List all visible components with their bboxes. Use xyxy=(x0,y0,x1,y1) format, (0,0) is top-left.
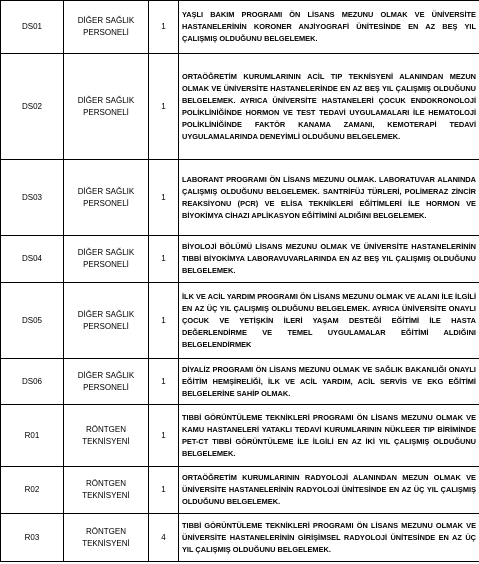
position-code: R03 xyxy=(1,514,64,562)
position-code: DS04 xyxy=(1,236,64,283)
position-quantity: 1 xyxy=(149,160,179,236)
table-row xyxy=(1,467,479,514)
position-title: RÖNTGEN TEKNİSYENİ xyxy=(64,467,149,514)
table-row xyxy=(1,514,479,562)
position-quantity: 1 xyxy=(149,283,179,359)
position-title: DİĞER SAĞLIK PERSONELİ xyxy=(64,236,149,283)
position-title: DİĞER SAĞLIK PERSONELİ xyxy=(64,160,149,236)
position-title: RÖNTGEN TEKNİSYENİ xyxy=(64,405,149,467)
position-quantity: 1 xyxy=(149,405,179,467)
position-requirements: YAŞLI BAKIM PROGRAMI ÖN LİSANS MEZUNU OLMAK VE ÜNİVERSİTE HASTANELERİNİN KORONER ANJİYOGRAFİ ÜNİTESİNDE EN AZ BEŞ YIL ÇALIŞMIŞ OLDUĞUNU BELGELEMEK. xyxy=(179,1,479,54)
position-quantity: 1 xyxy=(149,359,179,405)
position-title: DİĞER SAĞLIK PERSONELİ xyxy=(64,54,149,160)
position-requirements: İLK VE ACİL YARDIM PROGRAMI ÖN LİSANS MEZUNU OLMAK VE ALANI İLE İLGİLİ EN AZ ÜÇ YIL ÇALIŞMIŞ OLDUĞUNU BELGELEMEK. AYRICA ÜNİVERSİTE ONAYLI ÇOCUK VE YETİŞKİN İLERİ YAŞAM DESTEĞİ EĞİTİMİ İLE HASTA DEĞERLENDİRME VE TEMEL UYGULAMALAR EĞİTİMİ ALDIĞINI BELGELENDİRMEK xyxy=(179,283,479,359)
position-requirements: ORTAÖĞRETİM KURUMLARININ ACİL TIP TEKNİSYENİ ALANINDAN MEZUN OLMAK VE ÜNİVERSİTE HASTANELERİNDE EN AZ BEŞ YIL ÇALIŞMIŞ OLDUĞUNU BELGELEMEK. AYRICA ÜNİVERSİTE HASTANELERİ ÇOCUK ENDOKRONOLOJİ POLİKLİNİĞİNDE HORMON VE TEST TEDAVİ UYGULAMALARI İLE HEMATOLOJİ POLİKLİNİĞİNDE FAKTÖR KANAMA ZAMANI, KEMOTERAPİ TEDAVİ UYGULAMALARINDA DENEYİMLİ OLDUĞUNU BELGELEMEK. xyxy=(179,54,479,160)
position-quantity: 1 xyxy=(149,54,179,160)
position-title: RÖNTGEN TEKNİSYENİ xyxy=(64,514,149,562)
table-row xyxy=(1,54,479,160)
position-code: DS02 xyxy=(1,54,64,160)
position-title: DİĞER SAĞLIK PERSONELİ xyxy=(64,359,149,405)
position-code: R01 xyxy=(1,405,64,467)
position-requirements: DİYALİZ PROGRAMI ÖN LİSANS MEZUNU OLMAK VE SAĞLIK BAKANLIĞI ONAYLI EĞİTİM HEMŞİRELİĞİ, İLK VE ACİL YARDIM, ACİL SERVİS VE EKG EĞİTİMİ BELGELERİNE SAHİP OLMAK. xyxy=(179,359,479,405)
table-row xyxy=(1,160,479,236)
position-requirements: ORTAÖĞRETİM KURUMLARININ RADYOLOJİ ALANINDAN MEZUN OLMAK VE ÜNİVERSİTE HASTANELERİNİN RADYOLOJİ ÜNİTESİNDE EN AZ ÜÇ YIL ÇALIŞMIŞ OLDUĞUNU BELGELEMEK. xyxy=(179,467,479,514)
position-code: DS03 xyxy=(1,160,64,236)
table-row xyxy=(1,283,479,359)
position-quantity: 1 xyxy=(149,1,179,54)
table-row xyxy=(1,236,479,283)
position-code: DS05 xyxy=(1,283,64,359)
table-row xyxy=(1,359,479,405)
position-quantity: 1 xyxy=(149,236,179,283)
position-code: R02 xyxy=(1,467,64,514)
position-code: DS01 xyxy=(1,1,64,54)
position-requirements: TIBBİ GÖRÜNTÜLEME TEKNİKLERİ PROGRAMI ÖN LİSANS MEZUNU OLMAK VE KAMU HASTANELERİ YATAKLI TEDAVİ KURUMLARININ NÜKLEER TIP BİRİMİNDE PET-CT TIBBİ GÖRÜNTÜLEME İLE İLGİLİ EN AZ İKİ YIL ÇALIŞMIŞ OLDUĞUNU BELGELEMEK. xyxy=(179,405,479,467)
position-code: DS06 xyxy=(1,359,64,405)
position-quantity: 4 xyxy=(149,514,179,562)
position-quantity: 1 xyxy=(149,467,179,514)
table-row xyxy=(1,405,479,467)
table-row xyxy=(1,1,479,54)
position-title: DİĞER SAĞLIK PERSONELİ xyxy=(64,283,149,359)
position-requirements: TIBBİ GÖRÜNTÜLEME TEKNİKLERİ PROGRAMI ÖN LİSANS MEZUNU OLMAK VE ÜNİVERSİTE HASTANELERİNİN GİRİŞİMSEL RADYOLOJİ ÜNİTESİNDE EN AZ ÜÇ YIL ÇALIŞMIŞ OLDUĞUNU BELGELEMEK. xyxy=(179,514,479,562)
position-title: DİĞER SAĞLIK PERSONELİ xyxy=(64,1,149,54)
position-requirements: BİYOLOJİ BÖLÜMÜ LİSANS MEZUNU OLMAK VE ÜNİVERSİTE HASTANELERİNİN TIBBİ BİYOKİMYA LABORAVUVARLARINDA EN AZ BEŞ YIL ÇALIŞMIŞ OLDUĞUNU BELGELEMEK. xyxy=(179,236,479,283)
position-requirements: LABORANT PROGRAMI ÖN LİSANS MEZUNU OLMAK. LABORATUVAR ALANINDA ÇALIŞMIŞ OLDUĞUNU BELGELEMEK. SANTRİFÜJ TÜRLERİ, POLİMERAZ ZİNCİR REAKSİYONU (PCR) VE ELİSA TEKNİKLERİ EĞİTİMLERİ İLE HORMON VE BİYOKİMYA CİHAZI APLİKASYON EĞİTİMİNİ ALDIĞINI BELGELEMEK. xyxy=(179,160,479,236)
